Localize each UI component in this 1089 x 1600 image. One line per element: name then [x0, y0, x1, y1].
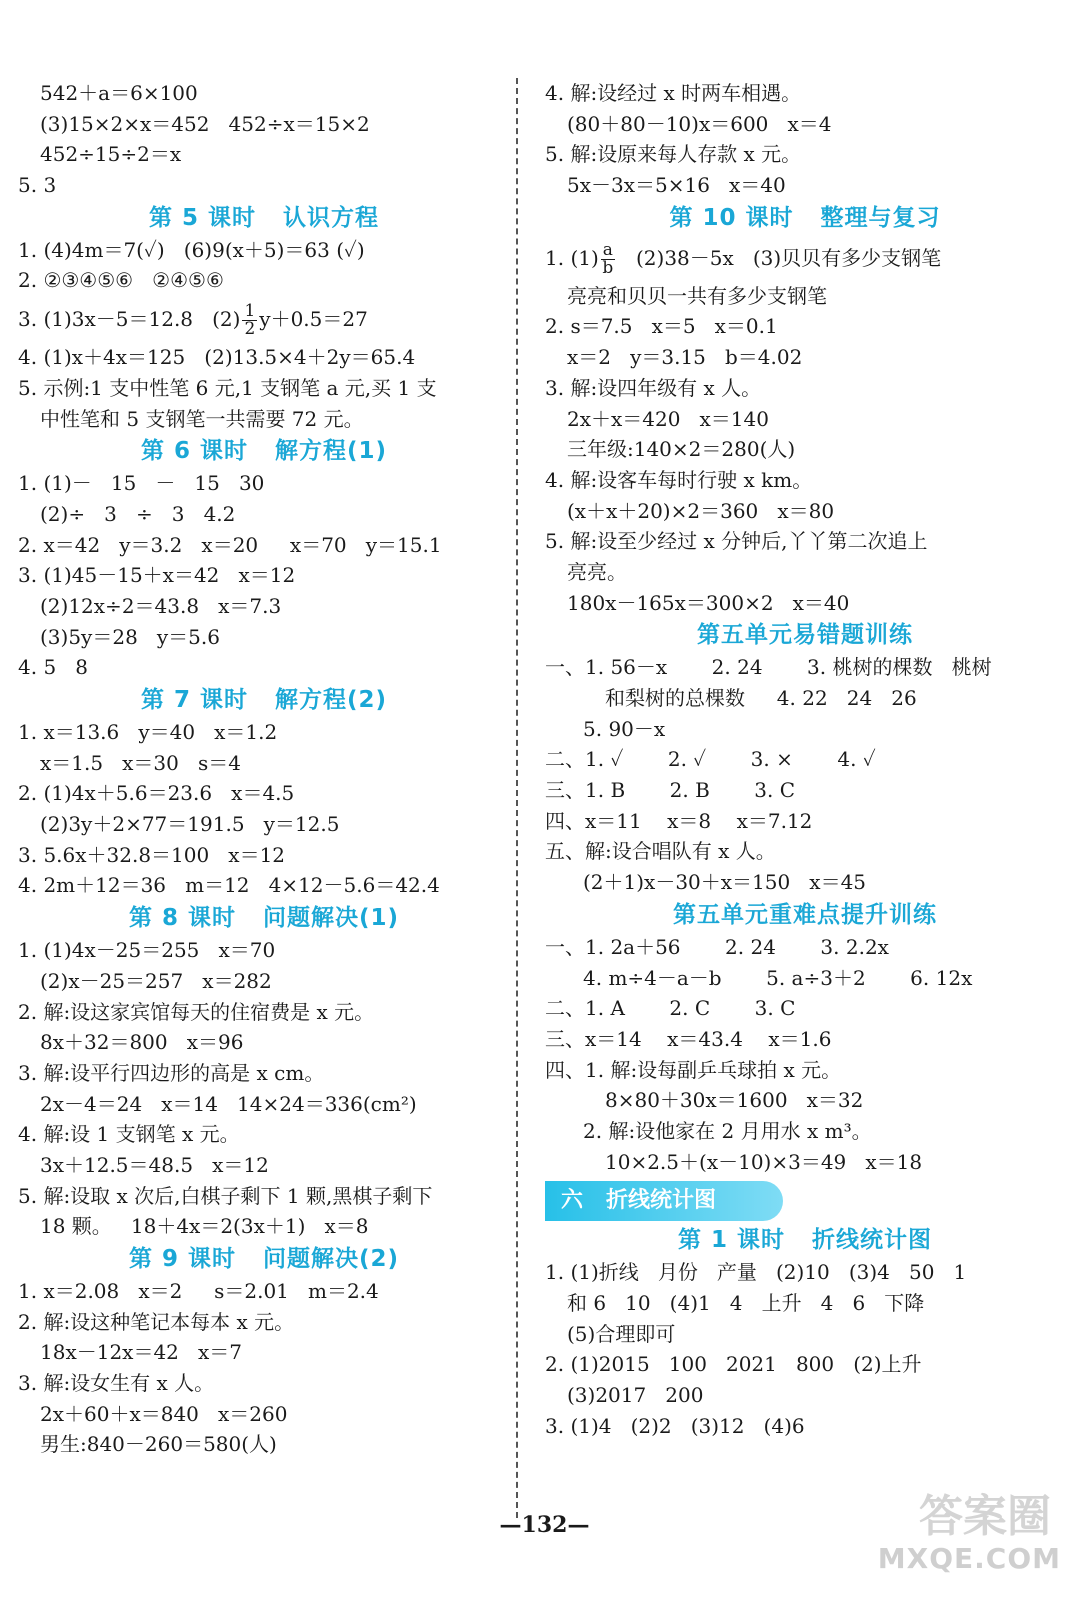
- answer-line: 4. 2m＋12＝36 m＝12 4×12－5.6＝42.4: [18, 873, 440, 898]
- answer-line: 三、1. B 2. B 3. C: [545, 778, 796, 803]
- answer-line: 二、1. ✓ 2. ✓ 3. × 4. ✓: [545, 747, 876, 772]
- answer-line: 2x－4＝24 x＝14 14×24＝336(cm²): [40, 1091, 417, 1116]
- answer-line: 2. (1)2015 100 2021 800 (2)上升: [545, 1352, 922, 1377]
- answer-line: 5. 解:设至少经过 x 分钟后,丫丫第二次追上: [545, 529, 928, 554]
- fraction-numerator: a: [602, 239, 613, 260]
- answer-line: 3. (1)45－15＋x＝42 x＝12: [18, 563, 296, 588]
- answer-line: 1. x＝13.6 y＝40 x＝1.2: [18, 720, 278, 744]
- answer-line: 1. x＝2.08 x＝2 s＝2.01 m＝2.4: [18, 1279, 379, 1303]
- answer-line: 2. 解:设这家宾馆每天的住宿费是 x 元。: [18, 999, 375, 1024]
- answer-line: (3)2017 200: [567, 1383, 704, 1408]
- answer-line: 1. (1)4x－25＝255 x＝70: [18, 938, 276, 963]
- answer-line: 2. s＝7.5 x＝5 x＝0.1: [545, 314, 778, 339]
- answer-line: 4. 解:设 1 支钢笔 x 元。: [18, 1122, 240, 1147]
- answer-line: 三、x＝14 x＝43.4 x＝1.6: [545, 1026, 832, 1051]
- answer-line: 3. 解:设四年级有 x 人。: [545, 375, 762, 400]
- answer-line: (2)x－25＝257 x＝282: [40, 968, 272, 993]
- answer-line: (3)15×2×x＝452 452÷x＝15×2: [40, 111, 370, 136]
- answer-line: (2)3y＋2×77＝191.5 y＝12.5: [40, 812, 340, 837]
- answer-line: 3. 5.6x＋32.8＝100 x＝12: [18, 842, 286, 867]
- answer-line: 4. 解:设经过 x 时两车相遇。: [545, 81, 802, 105]
- answer-line: (2＋1)x－30＋x＝150 x＝45: [583, 870, 867, 895]
- answer-line: 18 颗。 18＋4x＝2(3x＋1) x＝8: [40, 1214, 369, 1239]
- answer-line: 1. (1)折线 月份 产量 (2)10 (3)4 50 1: [545, 1260, 967, 1285]
- answer-line: 4. 解:设客车每时行驶 x km。: [545, 467, 813, 492]
- answer-line: 中性笔和 5 支钢笔一共需要 72 元。: [40, 406, 364, 431]
- answer-line: 3x＋12.5＝48.5 x＝12: [40, 1152, 269, 1177]
- answer-line: 和梨树的总棵数 4. 22 24 26: [605, 686, 917, 710]
- answer-line: 男生:840－260＝580(人): [40, 1432, 277, 1457]
- right-column: [545, 78, 1065, 1441]
- answer-line: [18, 296, 510, 342]
- answer-line: 亮亮。: [567, 559, 627, 584]
- watermark-url: MXQE.COM: [877, 1542, 1061, 1575]
- answer-line: 5. 解:设取 x 次后,白棋子剩下 1 颗,黑棋子剩下: [18, 1183, 433, 1208]
- section-heading: 第 6 课时 解方程(1): [140, 438, 388, 465]
- answer-line: 2. 解:设这种笔记本每本 x 元。: [18, 1309, 295, 1334]
- answer-line: 2. x＝42 y＝3.2 x＝20 x＝70 y＝15.1: [18, 532, 442, 557]
- answer-line: 5. 示例:1 支中性笔 6 元,1 支钢笔 a 元,买 1 支: [18, 375, 437, 400]
- answer-line: 2x＋60＋x＝840 x＝260: [40, 1401, 288, 1426]
- answer-line: 一、1. 2a＋56 2. 24 3. 2.2x: [545, 934, 889, 959]
- section-heading: 第 9 课时 问题解决(2): [128, 1246, 400, 1272]
- answer-line: (3)5y＝28 y＝5.6: [40, 624, 220, 649]
- section-heading: 第 10 课时 整理与复习: [669, 204, 941, 231]
- answer-line: (5)合理即可: [567, 1321, 676, 1346]
- section-heading: 第五单元重难点提升训练: [673, 901, 937, 928]
- answer-line: 4. (1)x＋4x＝125 (2)13.5×4＋2y＝65.4: [18, 345, 416, 370]
- fraction-denominator: 2: [244, 319, 256, 340]
- answer-line: 和 6 10 (4)1 4 上升 4 6 下降: [567, 1291, 925, 1315]
- section-heading: 第 8 课时 问题解决(1): [128, 905, 400, 932]
- fraction-denominator: b: [602, 257, 614, 278]
- answer-line: 亮亮和贝贝一共有多少支钢笔: [567, 283, 827, 308]
- section-heading: 第 1 课时 折线统计图: [677, 1227, 933, 1254]
- answer-line: 2. (1)4x＋5.6＝23.6 x＝4.5: [18, 781, 295, 806]
- answer-line: 5. 90－x: [583, 716, 666, 741]
- answer-text: 1. (1): [545, 245, 599, 270]
- answer-text: y＋0.5＝27: [259, 307, 368, 332]
- section-heading: 第 5 课时 认识方程: [148, 204, 380, 231]
- answer-line: 3. 解:设平行四边形的高是 x cm。: [18, 1060, 325, 1085]
- answer-line: 3. 解:设女生有 x 人。: [18, 1371, 215, 1396]
- watermark-logo: [877, 1480, 1061, 1580]
- answer-line: 4. m÷4－a－b 5. a÷3＋2 6. 12x: [583, 965, 973, 990]
- answer-line: 8×80＋30x＝1600 x＝32: [605, 1088, 864, 1113]
- fraction: [601, 239, 615, 278]
- answer-line: 2. 解:设他家在 2 月用水 x m³。: [583, 1118, 872, 1143]
- fraction: [242, 303, 257, 338]
- answer-line: 四、x＝11 x＝8 x＝7.12: [545, 808, 813, 833]
- answer-line: 1. (4)4m＝7(✓) (6)9(x＋5)＝63 (✓): [18, 237, 365, 262]
- answer-line: 1. (1)－ 15 － 15 30: [18, 471, 265, 496]
- answer-line: (x＋x＋20)×2＝360 x＝80: [567, 498, 835, 523]
- answer-line: [545, 235, 1065, 281]
- section-heading: 第 7 课时 解方程(2): [140, 687, 388, 713]
- answer-line: 2. ②③④⑤⑥ ②④⑤⑥: [18, 268, 224, 293]
- answer-text: (2)38－5x (3)贝贝有多少支钢笔: [616, 245, 942, 270]
- page-number: —132—: [499, 1512, 590, 1538]
- answer-line: 一、1. 56－x 2. 24 3. 桃树的棵数 桃树: [545, 655, 992, 680]
- answer-line: 5. 3: [18, 173, 57, 198]
- left-column: [18, 78, 510, 1460]
- fraction-numerator: 1: [244, 301, 256, 322]
- watermark-text: 答案圈: [919, 1491, 1051, 1542]
- answer-line: 180x－165x＝300×2 x＝40: [567, 590, 850, 615]
- answer-line: (80＋80－10)x＝600 x＝4: [567, 111, 832, 136]
- answer-line: 二、1. A 2. C 3. C: [545, 996, 796, 1021]
- answer-line: x＝1.5 x＝30 s＝4: [40, 750, 241, 775]
- answer-line: (2)÷ 3 ÷ 3 4.2: [40, 501, 236, 526]
- answer-line: 四、1. 解:设每副乒乓球拍 x 元。: [545, 1057, 842, 1082]
- unit-banner: 六 折线统计图: [545, 1181, 783, 1221]
- answer-line: x＝2 y＝3.15 b＝4.02: [567, 345, 803, 370]
- answer-line: 4. 5 8: [18, 655, 88, 680]
- answer-line: 452÷15÷2＝x: [40, 142, 182, 167]
- answer-line: 18x－12x＝42 x＝7: [40, 1340, 242, 1365]
- answer-line: 5. 解:设原来每人存款 x 元。: [545, 142, 802, 167]
- answer-line: 542＋a＝6×100: [40, 81, 198, 105]
- column-divider: [516, 78, 518, 1518]
- section-heading: 第五单元易错题训练: [697, 622, 913, 649]
- answer-line: 5x－3x＝5×16 x＝40: [567, 173, 786, 198]
- answer-line: 五、解:设合唱队有 x 人。: [545, 839, 776, 864]
- answer-line: (2)12x÷2＝43.8 x＝7.3: [40, 593, 282, 618]
- answer-text: 3. (1)3x－5＝12.8 (2): [18, 307, 241, 332]
- answer-line: 三年级:140×2＝280(人): [567, 437, 796, 462]
- answer-line: 10×2.5＋(x－10)×3＝49 x＝18: [605, 1149, 923, 1174]
- answer-line: 2x＋x＝420 x＝140: [567, 406, 769, 431]
- answer-line: 3. (1)4 (2)2 (3)12 (4)6: [545, 1413, 805, 1438]
- answer-line: 8x＋32＝800 x＝96: [40, 1030, 244, 1055]
